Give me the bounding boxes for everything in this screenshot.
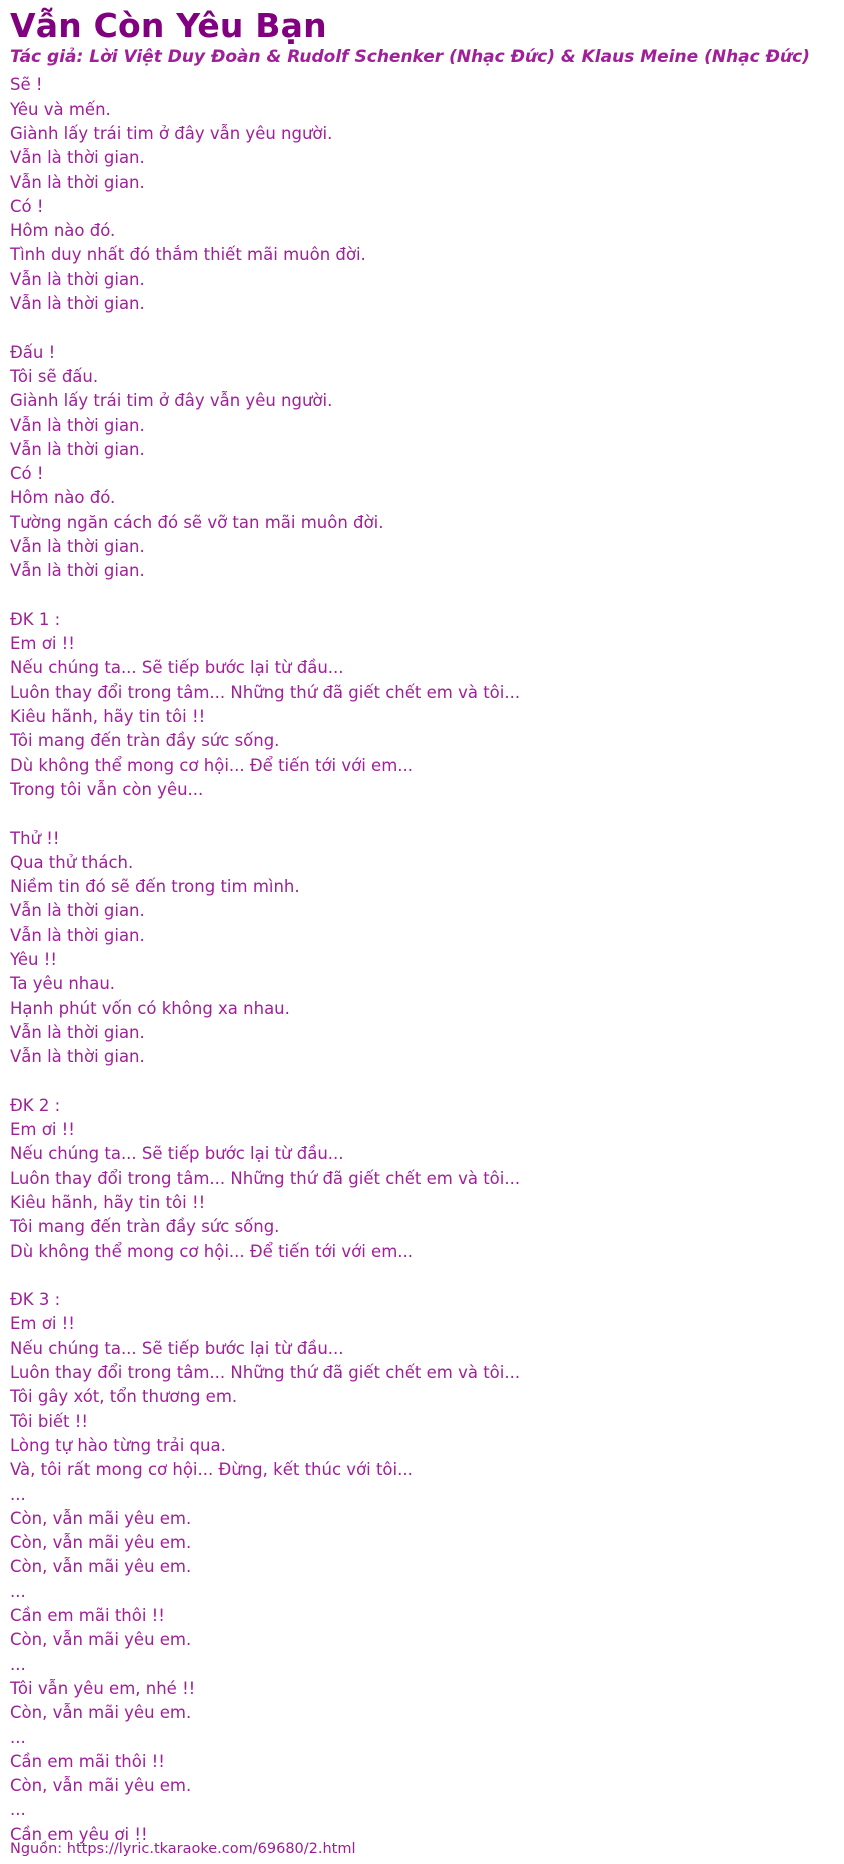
lyric-line: Vẫn là thời gian. [10, 1022, 145, 1042]
lyric-line: ... [10, 1581, 26, 1601]
lyric-line: Cần em mãi thôi !! [10, 1751, 165, 1771]
lyric-line [10, 1264, 834, 1288]
lyric-line: Hạnh phút vốn có không xa nhau. [10, 998, 290, 1018]
lyric-line: ĐK 3 : [10, 1290, 61, 1310]
lyric-line: Còn, vẫn mãi yêu em. [10, 1508, 192, 1528]
source-label: Nguồn: [10, 1840, 67, 1857]
song-author: Tác giả: Lời Việt Duy Đoàn & Rudolf Schenker (Nhạc Đức) & Klaus Meine (Nhạc Đức) [10, 46, 810, 67]
lyric-line: Yêu và mến. [10, 99, 111, 119]
lyric-line: Kiêu hãnh, hãy tin tôi !! [10, 1193, 206, 1212]
lyric-line: Tường ngăn cách đó sẽ vỡ tan mãi muôn đời. [10, 512, 384, 532]
source-link[interactable]: https://lyric.tkaraoke.com/69680/2.html [66, 1840, 356, 1857]
lyric-line: ... [10, 1800, 26, 1820]
lyric-line: Em ơi !! [10, 634, 75, 654]
lyric-line: Vẫn là thời gian. [10, 439, 145, 459]
lyric-line: Niềm tin đó sẽ đến trong tim mình. [10, 877, 300, 897]
lyric-line: Tình duy nhất đó thắm thiết mãi muôn đời. [10, 245, 366, 265]
lyric-line: Lòng tự hào từng trải qua. [10, 1435, 226, 1455]
lyric-line: Dù không thể mong cơ hội... Để tiến tới với em... [10, 755, 414, 775]
lyric-line: Còn, vẫn mãi yêu em. [10, 1533, 192, 1553]
lyric-line: ... [10, 1727, 26, 1747]
lyric-line: ĐK 1 : [10, 609, 61, 629]
lyric-line: Vẫn là thời gian. [10, 294, 145, 314]
lyric-line: ... [10, 1484, 26, 1504]
lyric-line: Thử !! [10, 828, 60, 848]
lyric-line [10, 316, 834, 340]
lyric-line: Có ! [10, 464, 44, 484]
lyric-line: Luôn thay đổi trong tâm... Những thứ đã giết chết em và tôi... [10, 1168, 521, 1188]
lyric-line: ĐK 2 : [10, 1095, 61, 1115]
lyric-line: Trong tôi vẫn còn yêu... [10, 779, 204, 799]
lyric-line: Giành lấy trái tim ở đây vẫn yêu người. [10, 391, 333, 411]
lyrics-body [10, 73, 834, 1847]
lyric-line: Vẫn là thời gian. [10, 148, 145, 168]
lyric-line: Tôi biết !! [10, 1411, 88, 1431]
lyric-line: Vẫn là thời gian. [10, 901, 145, 921]
lyric-line: Còn, vẫn mãi yêu em. [10, 1703, 192, 1723]
lyric-line: Và, tôi rất mong cơ hội... Đừng, kết thúc với tôi... [10, 1460, 413, 1480]
lyric-line: Yêu !! [10, 950, 57, 970]
lyric-line: Luôn thay đổi trong tâm... Những thứ đã giết chết em và tôi... [10, 1363, 521, 1383]
lyric-line: Có ! [10, 196, 44, 216]
lyric-line: ... [10, 1654, 26, 1674]
lyric-line: Giành lấy trái tim ở đây vẫn yêu người. [10, 123, 333, 143]
lyric-line: Cần em mãi thôi !! [10, 1606, 165, 1626]
lyric-line: Vẫn là thời gian. [10, 925, 145, 945]
lyric-line: Vẫn là thời gian. [10, 269, 145, 289]
lyric-line: Đấu ! [10, 342, 56, 362]
lyric-line: Qua thử thách. [10, 852, 134, 872]
lyric-line: Vẫn là thời gian. [10, 536, 145, 556]
lyric-line [10, 802, 834, 826]
lyric-line: Kiêu hãnh, hãy tin tôi !! [10, 707, 206, 727]
lyric-line: Luôn thay đổi trong tâm... Những thứ đã giết chết em và tôi... [10, 682, 521, 702]
lyric-line: Hôm nào đó. [10, 488, 116, 508]
lyric-line [10, 1070, 834, 1094]
lyric-line: Hôm nào đó. [10, 221, 116, 241]
lyric-line: Nếu chúng ta... Sẽ tiếp bước lại từ đầu... [10, 658, 344, 678]
lyric-line: Tôi mang đến tràn đầy sức sống. [10, 731, 280, 751]
lyric-line: Em ơi !! [10, 1314, 75, 1334]
lyric-line: Tôi mang đến tràn đầy sức sống. [10, 1217, 280, 1237]
lyric-line: Vẫn là thời gian. [10, 172, 145, 192]
lyric-line: Dù không thể mong cơ hội... Để tiến tới với em... [10, 1241, 414, 1261]
lyric-line: Tôi sẽ đấu. [10, 366, 99, 386]
lyric-line: Ta yêu nhau. [10, 974, 116, 994]
lyric-line: Tôi vẫn yêu em, nhé !! [10, 1678, 196, 1698]
lyric-line: Nếu chúng ta... Sẽ tiếp bước lại từ đầu... [10, 1338, 344, 1358]
lyric-line: Vẫn là thời gian. [10, 415, 145, 435]
lyric-line: Nếu chúng ta... Sẽ tiếp bước lại từ đầu... [10, 1144, 344, 1164]
lyric-line [10, 584, 834, 608]
lyric-line: Vẫn là thời gian. [10, 1047, 145, 1067]
lyric-line: Còn, vẫn mãi yêu em. [10, 1557, 192, 1577]
lyric-line: Em ơi !! [10, 1120, 75, 1140]
lyric-line: Vẫn là thời gian. [10, 561, 145, 581]
lyric-line: Tôi gây xót, tổn thương em. [10, 1387, 238, 1407]
lyric-line: Sẽ ! [10, 75, 43, 95]
lyric-line: Còn, vẫn mãi yêu em. [10, 1776, 192, 1796]
lyric-line: Còn, vẫn mãi yêu em. [10, 1630, 192, 1650]
page-title: Vẫn Còn Yêu Bạn [10, 6, 327, 45]
source-footer [10, 1841, 356, 1858]
lyric-line: Cần em yêu ơi !! [10, 1824, 148, 1844]
